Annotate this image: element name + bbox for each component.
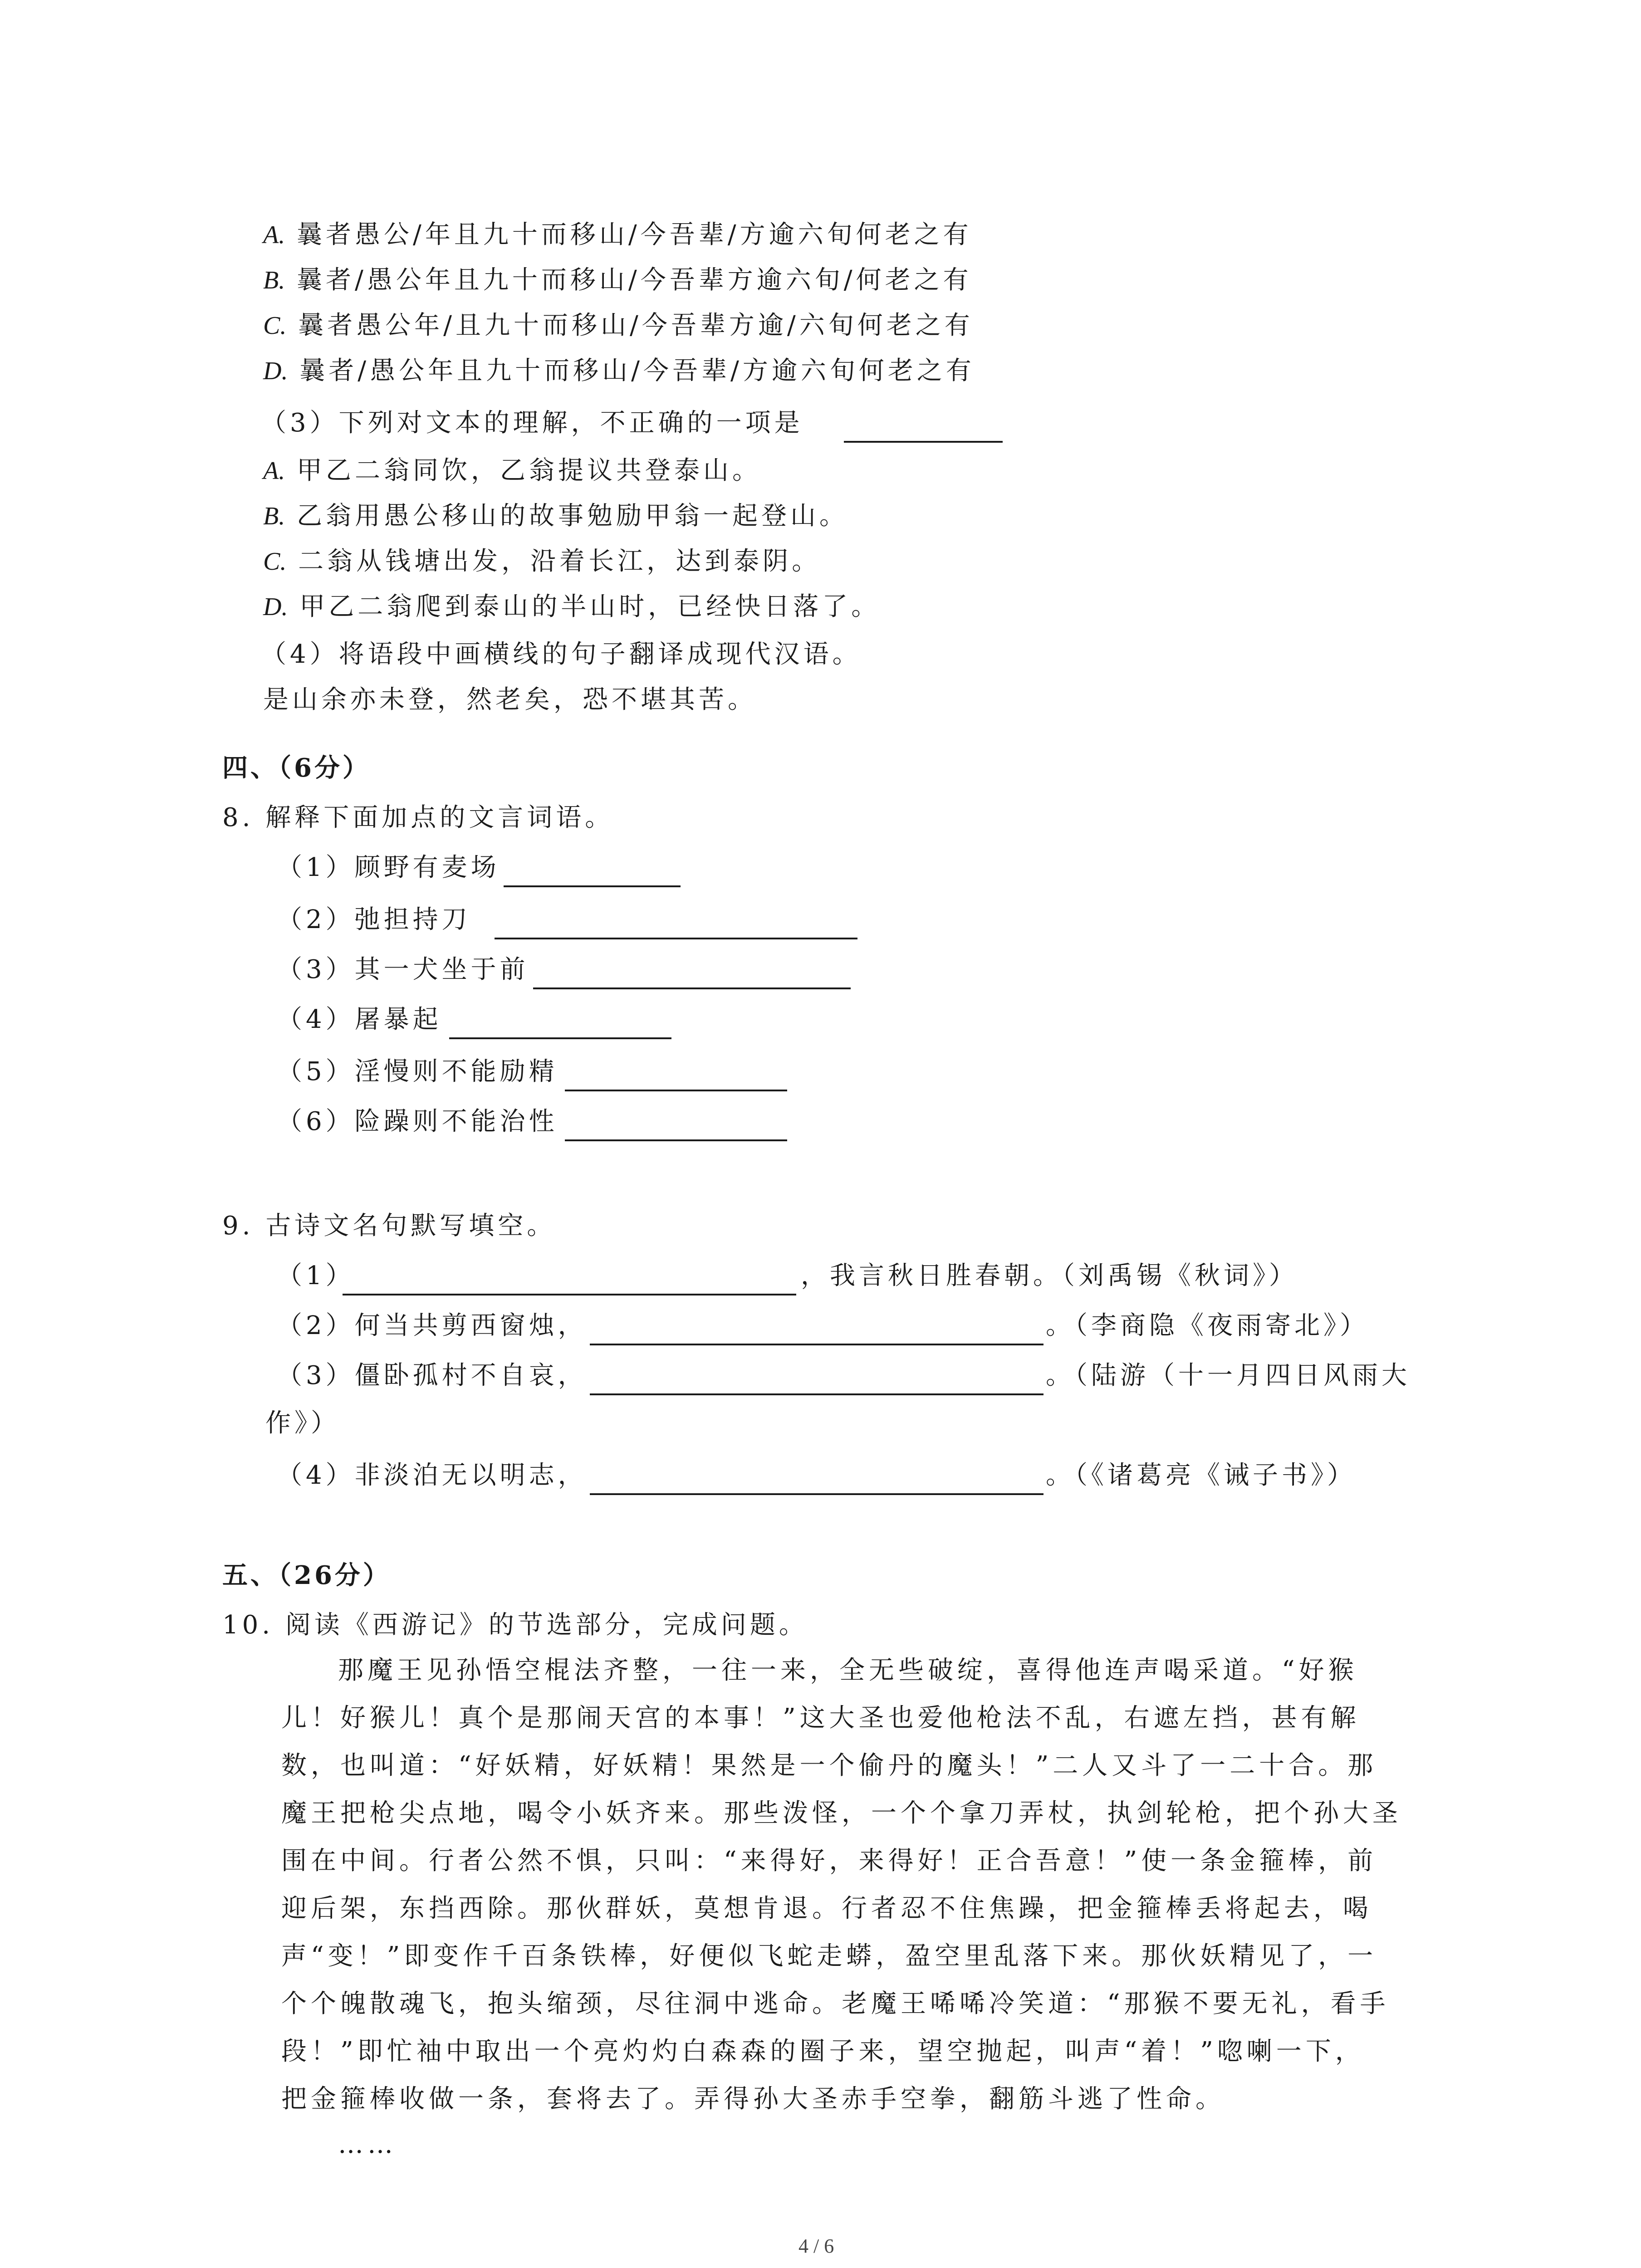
translation-sentence: 是山余亦未登，然老矣，恐不堪其苦。 <box>263 685 757 714</box>
q8-item: （6）险躁则不能治性 <box>277 1107 558 1136</box>
question-title: 9. 古诗文名句默写填空。 <box>222 1211 556 1241</box>
question-prompt: （4）将语段中画横线的句子翻译成现代汉语。 <box>261 640 862 669</box>
option-letter: D. <box>263 593 288 621</box>
section-heading: 四、（6分） <box>222 753 371 783</box>
passage-line: 声“变！”即变作千百条铁棒，好便似飞蛇走蟒，盈空里乱落下来。那伙妖精见了，一 <box>281 1941 1377 1971</box>
option-line <box>263 358 975 384</box>
option-text: 曩者愚公/年且九十而移山/今吾辈/方逾六旬何老之有 <box>297 220 972 249</box>
q8-item: （3）其一犬坐于前 <box>277 955 529 984</box>
option-letter: C. <box>263 312 287 340</box>
q8-item: （1）顾野有麦场 <box>277 853 500 882</box>
option-text: 曩者愚公年/且九十而移山/今吾辈方逾/六旬何老之有 <box>298 311 974 340</box>
q9-item-pre: （3）僵卧孤村不自哀， <box>277 1361 587 1390</box>
option-line <box>263 549 821 574</box>
answer-blank[interactable] <box>590 1344 1043 1345</box>
option-letter: B. <box>263 266 285 294</box>
passage-line: 那魔王见孙悟空棍法齐整，一往一来，全无些破绽，喜得他连声喝采道。“好猴 <box>338 1656 1358 1685</box>
answer-blank[interactable] <box>504 885 681 887</box>
q9-item-post: 。（李商隐《夜雨寄北》） <box>1046 1311 1369 1340</box>
passage-line: 围在中间。行者公然不惧，只叫：“来得好，来得好！正合吾意！”使一条金箍棒，前 <box>281 1846 1377 1876</box>
passage-line: 数，也叫道：“好妖精，好妖精！果然是一个偷丹的魔头！”二人又斗了一二十合。那 <box>281 1751 1377 1780</box>
question-prompt: （3）下列对文本的理解，不正确的一项是 <box>261 408 803 438</box>
q9-item-pre: （1） <box>277 1261 355 1290</box>
section-heading: 五、（26分） <box>222 1560 391 1590</box>
passage-line: 个个魄散魂飞，抱头缩颈，尽往洞中逃命。老魔王唏唏冷笑道：“那猴不要无礼，看手 <box>281 1989 1390 2019</box>
option-text: 甲乙二翁同饮，乙翁提议共登泰山。 <box>297 456 762 485</box>
passage-line: 儿！好猴儿！真个是那闹天宫的本事！”这大圣也爱他枪法不乱，右遮左挡，甚有解 <box>281 1703 1360 1733</box>
answer-blank[interactable] <box>495 938 857 939</box>
passage-ellipsis: …… <box>338 2130 397 2159</box>
option-text: 曩者/愚公年且九十而移山/今吾辈方逾六旬/何老之有 <box>297 265 972 295</box>
passage-line: 魔王把枪尖点地，喝令小妖齐来。那些泼怪，一个个拿刀弄杖，执剑轮枪，把个孙大圣 <box>281 1799 1402 1828</box>
option-text: 曩者/愚公年且九十而移山/今吾辈/方逾六旬何老之有 <box>299 356 975 386</box>
option-line <box>263 313 974 338</box>
option-line <box>263 594 880 620</box>
option-line <box>263 503 848 529</box>
option-line <box>263 458 761 484</box>
answer-blank[interactable] <box>565 1139 787 1141</box>
option-line <box>263 222 972 248</box>
option-letter: C. <box>263 547 287 576</box>
question-title: 8. 解释下面加点的文言词语。 <box>222 803 614 832</box>
answer-blank[interactable] <box>844 441 1003 443</box>
q9-item-post: ，我言秋日胜春朝。（刘禹锡《秋词》） <box>801 1261 1298 1290</box>
q9-item-continuation: 作》） <box>265 1408 340 1438</box>
passage-line: 段！”即忙袖中取出一个亮灼灼白森森的圈子来，望空抛起，叫声“着！”唿喇一下， <box>281 2037 1365 2066</box>
answer-blank[interactable] <box>565 1090 787 1091</box>
q8-item: （2）弛担持刀 <box>277 905 471 934</box>
answer-blank[interactable] <box>590 1493 1043 1495</box>
answer-blank[interactable] <box>533 987 851 989</box>
question-title: 10. 阅读《西游记》的节选部分，完成问题。 <box>222 1610 808 1640</box>
answer-blank[interactable] <box>449 1037 671 1039</box>
option-text: 乙翁用愚公移山的故事勉励甲翁一起登山。 <box>297 501 849 531</box>
page-number: 4 / 6 <box>798 2235 834 2257</box>
option-text: 二翁从钱塘出发，沿着长江，达到泰阴。 <box>298 547 821 576</box>
option-letter: B. <box>263 502 285 530</box>
answer-blank[interactable] <box>343 1294 796 1295</box>
q8-item: （4）屠暴起 <box>277 1005 442 1034</box>
passage-line: 迎后架，东挡西除。那伙群妖，莫想肯退。行者忍不住焦躁，把金箍棒丢将起去，喝 <box>281 1894 1372 1923</box>
passage-line: 把金箍棒收做一条，套将去了。弄得孙大圣赤手空拳，翻筋斗逃了性命。 <box>281 2084 1225 2114</box>
option-text: 甲乙二翁爬到泰山的半山时，已经快日落了。 <box>299 592 881 621</box>
q9-item-post: 。（《诸葛亮《诫子书》） <box>1046 1461 1356 1490</box>
option-letter: A. <box>263 457 285 485</box>
option-letter: D. <box>263 357 288 385</box>
option-letter: A. <box>263 221 285 249</box>
q9-item-post: 。（陆游（十一月四日风雨大 <box>1046 1361 1411 1390</box>
q9-item-pre: （4）非淡泊无以明志， <box>277 1461 587 1490</box>
answer-blank[interactable] <box>590 1393 1043 1395</box>
q8-item: （5）淫慢则不能励精 <box>277 1057 558 1086</box>
q9-item-pre: （2）何当共剪西窗烛， <box>277 1311 587 1340</box>
option-line <box>263 265 972 295</box>
